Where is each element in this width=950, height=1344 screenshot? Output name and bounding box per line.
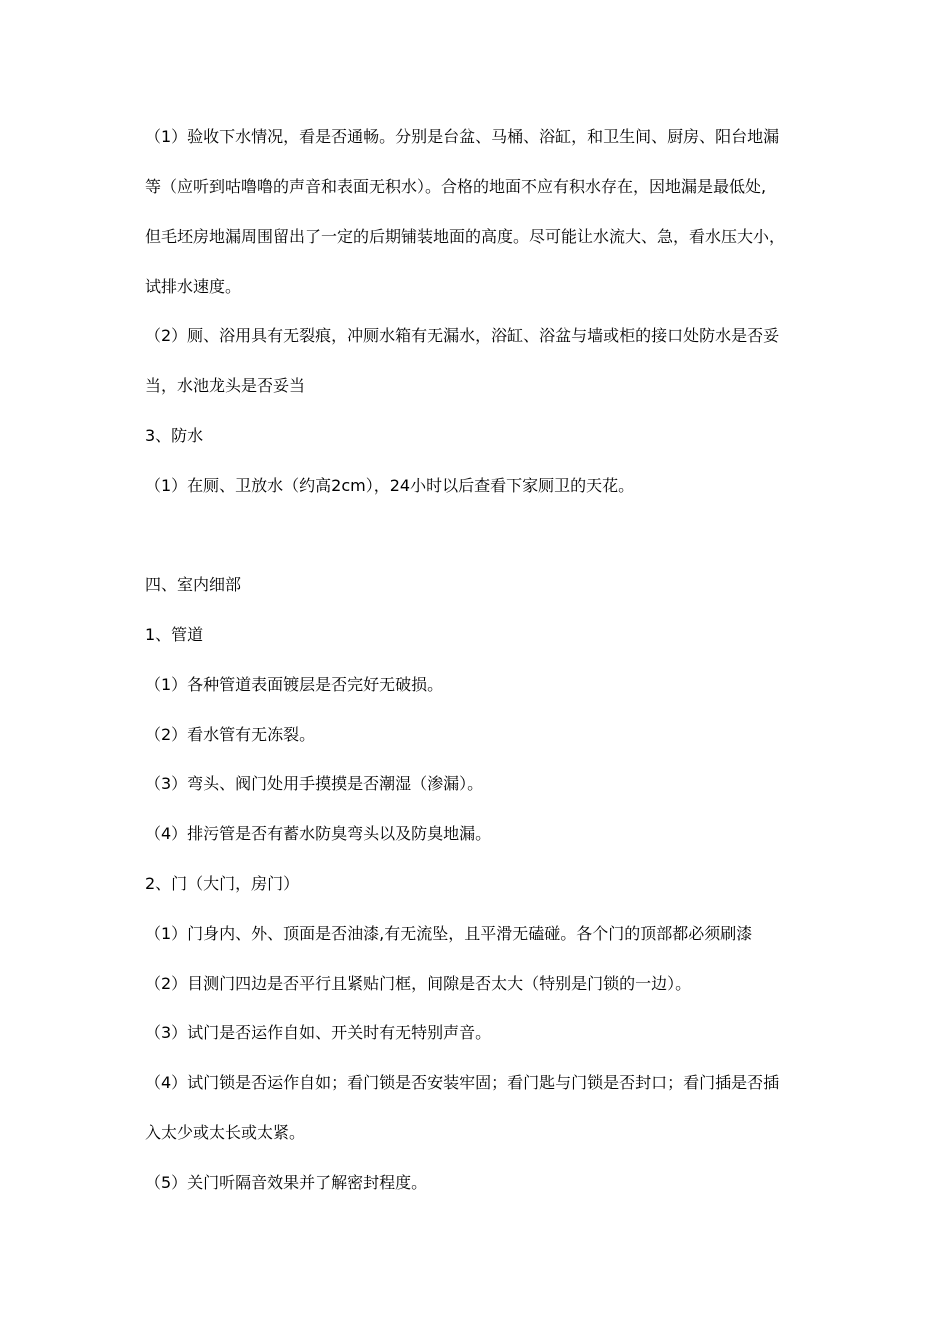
paragraph-line: （1）在厕、卫放水（约高2cm），24小时以后查看下家厕卫的天花。 bbox=[145, 476, 635, 495]
list-item: （1）各种管道表面镀层是否完好无破损。 bbox=[145, 675, 444, 694]
paragraph-line: 但毛坯房地漏周围留出了一定的后期铺装地面的高度。尽可能让水流大、急，看水压大小， bbox=[145, 227, 786, 246]
section-heading: 2、门（大门，房门） bbox=[145, 874, 300, 893]
section-heading: 1、管道 bbox=[145, 625, 204, 644]
list-item: （1）门身内、外、顶面是否油漆,有无流坠，且平滑无磕碰。各个门的顶部都必须刷漆 bbox=[145, 924, 753, 943]
list-item: （4）试门锁是否运作自如；看门锁是否安装牢固；看门匙与门锁是否封口；看门插是否插 bbox=[145, 1073, 780, 1092]
list-item: （3）试门是否运作自如、开关时有无特别声音。 bbox=[145, 1023, 492, 1042]
list-item: （2）目测门四边是否平行且紧贴门框，间隙是否太大（特别是门锁的一边）。 bbox=[145, 974, 692, 993]
paragraph-line: 当，水池龙头是否妥当 bbox=[145, 376, 306, 395]
paragraph-line: 入太少或太长或太紧。 bbox=[145, 1123, 306, 1142]
section-heading: 3、防水 bbox=[145, 426, 204, 445]
list-item: （3）弯头、阀门处用手摸摸是否潮湿（渗漏）。 bbox=[145, 774, 484, 793]
paragraph-line: （1）验收下水情况，看是否通畅。分别是台盆、马桶、浴缸，和卫生间、厨房、阳台地漏 bbox=[145, 127, 780, 146]
paragraph-line: 试排水速度。 bbox=[145, 277, 242, 296]
paragraph-line: 等（应听到咕噜噜的声音和表面无积水）。合格的地面不应有积水存在，因地漏是最低处, bbox=[145, 177, 767, 196]
list-item: （4）排污管是否有蓄水防臭弯头以及防臭地漏。 bbox=[145, 824, 492, 843]
list-item: （5）关门听隔音效果并了解密封程度。 bbox=[145, 1173, 428, 1192]
list-item: （2）看水管有无冻裂。 bbox=[145, 725, 316, 744]
chapter-heading: 四、室内细部 bbox=[145, 575, 242, 594]
paragraph-line: （2）厕、浴用具有无裂痕，冲厕水箱有无漏水，浴缸、浴盆与墙或柜的接口处防水是否妥 bbox=[145, 326, 780, 345]
